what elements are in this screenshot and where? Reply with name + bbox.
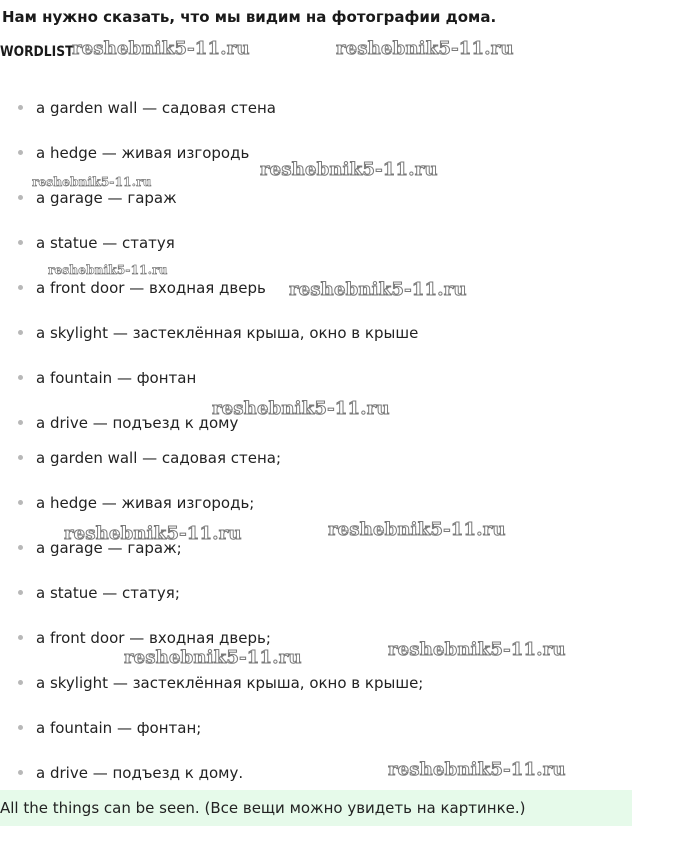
watermark: reshebnik5-11.ru	[72, 38, 250, 59]
bullet-icon	[18, 500, 23, 505]
watermark: reshebnik5-11.ru	[289, 279, 467, 300]
watermark: reshebnik5-11.ru	[64, 523, 242, 544]
bullet-icon	[18, 545, 23, 550]
conclusion-box: All the things can be seen. (Все вещи можно увидеть на картинке.)	[0, 790, 632, 826]
bullet-icon	[18, 150, 23, 155]
bullet-icon	[18, 105, 23, 110]
bullet-icon	[18, 375, 23, 380]
watermark: reshebnik5-11.ru	[336, 38, 514, 59]
bullet-icon	[18, 420, 23, 425]
bullet-icon	[18, 635, 23, 640]
list-item-text: a statue — статуя;	[36, 584, 180, 602]
list-item-text: a hedge — живая изгородь	[36, 144, 250, 162]
list-item-text: a garage — гараж;	[36, 539, 182, 557]
page-heading: Нам нужно сказать, что мы видим на фотографии дома.	[2, 8, 497, 26]
list-item-text: a garden wall — садовая стена;	[36, 449, 282, 467]
list-item-text: a front door — входная дверь	[36, 279, 266, 297]
list-item	[18, 581, 180, 605]
bullet-icon	[18, 330, 23, 335]
list-item-text: a skylight — застеклённая крыша, окно в крыше;	[36, 674, 424, 692]
bullet-icon	[18, 590, 23, 595]
bullet-icon	[18, 285, 23, 290]
list-item	[18, 761, 243, 785]
list-item	[18, 446, 281, 470]
bullet-icon	[18, 680, 23, 685]
bullet-icon	[18, 725, 23, 730]
list-item-text: a hedge — живая изгородь;	[36, 494, 255, 512]
list-item	[18, 366, 196, 390]
watermark: reshebnik5-11.ru	[32, 175, 152, 189]
watermark: reshebnik5-11.ru	[124, 647, 302, 668]
list-item	[18, 491, 254, 515]
list-item	[18, 276, 266, 300]
wordlist-label: WORDLIST	[0, 44, 74, 60]
bullet-icon	[18, 240, 23, 245]
watermark: reshebnik5-11.ru	[388, 639, 566, 660]
watermark: reshebnik5-11.ru	[212, 398, 390, 419]
watermark: reshebnik5-11.ru	[48, 263, 168, 277]
list-item-text: a fountain — фонтан	[36, 369, 197, 387]
list-item-text: a fountain — фонтан;	[36, 719, 202, 737]
list-item	[18, 411, 238, 435]
watermark: reshebnik5-11.ru	[388, 759, 566, 780]
watermark: reshebnik5-11.ru	[260, 159, 438, 180]
bullet-icon	[18, 770, 23, 775]
list-item	[18, 321, 418, 345]
list-item	[18, 141, 249, 165]
list-item	[18, 716, 201, 740]
list-item-text: a front door — входная дверь;	[36, 629, 271, 647]
list-item-text: a garage — гараж	[36, 189, 177, 207]
list-item-text: a garden wall — садовая стена	[36, 99, 276, 117]
bullet-icon	[18, 455, 23, 460]
list-item	[18, 671, 423, 695]
bullet-icon	[18, 195, 23, 200]
list-item	[18, 186, 177, 210]
list-item-text: a skylight — застеклённая крыша, окно в крыше	[36, 324, 419, 342]
list-item-text: a statue — статуя	[36, 234, 175, 252]
watermark: reshebnik5-11.ru	[328, 519, 506, 540]
list-item	[18, 96, 276, 120]
list-item-text: a drive — подъезд к дому	[36, 414, 239, 432]
list-item	[18, 231, 175, 255]
list-item-text: a drive — подъезд к дому.	[36, 764, 244, 782]
